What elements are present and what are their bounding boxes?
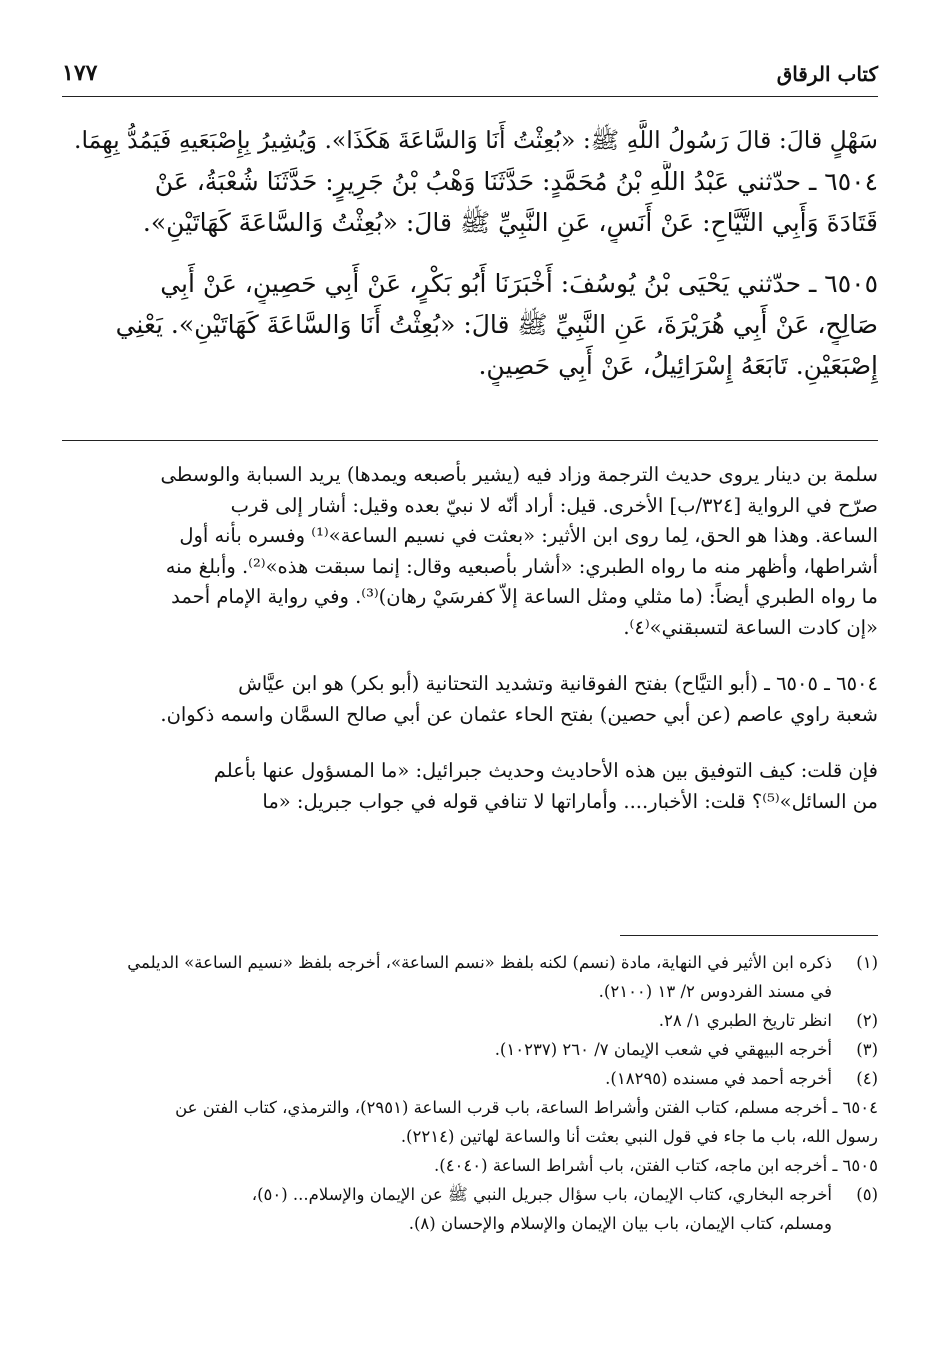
commentary-line: سلمة بن دينار يروى حديث الترجمة وزاد فيه (يشير بأصبعه ويمدها) يريد السبابة والوسطى (160, 463, 878, 486)
chapter-title: كتاب الرقاق (776, 62, 878, 86)
footnote-text: ذكره ابن الأثير في النهاية، مادة (نسم) لكنه بلفظ «نسم الساعة»، أخرجه بلفظ «نسيم الساعة» الديلمي (127, 953, 832, 972)
footnote-5 (62, 1180, 878, 1209)
hadith-line: سَهْلٍ قالَ: قالَ رَسُولُ اللَّهِ ﷺ: «بُعِثْتُ أَنَا وَالسَّاعَةَ هَكَذَا». وَيُشِيرُ بِإِصْبَعَيهِ فَيَمُدُّ بِهِمَا. (74, 126, 878, 154)
footnote-2 (62, 1006, 878, 1035)
hadith-line: ٦٥٠٤ ـ حدّثني عَبْدُ اللَّهِ بْنُ مُحَمَّدٍ: حَدَّثَنَا وَهْبُ بْنُ جَرِيرٍ: حَدَّثَنَا شُعْبَةُ، عَنْ (154, 167, 878, 196)
hadith-text (62, 120, 878, 386)
footnote-text: أخرجه أحمد في مسنده (١٨٢٩٥). (605, 1069, 832, 1088)
footnote-6504: ٦٥٠٤ ـ أخرجه مسلم، كتاب الفتن وأشراط الساعة، باب قرب الساعة (٢٩٥١)، والترمذي، كتاب الفتن عن (175, 1098, 878, 1117)
commentary-line: شعبة راوي عاصم (عن أبي حصين) بفتح الحاء عثمان عن أبي صالح السمَّان واسمه ذكوان. (160, 702, 878, 726)
footnote-number: (٣) (856, 1040, 878, 1059)
commentary-line: صرّح في الرواية [٣٢٤/ب] الأخرى. قيل: أراد أنّه لا نبيّ بعده وقيل: أشار إلى قرب (230, 493, 878, 517)
commentary-line: من السائل»⁽⁵⁾؟ قلت: الأخبار.... وأماراتها لا تنافي قوله في جواب جبريل: «ما (262, 789, 878, 813)
hadith-line: إِصْبَعَيْنِ. تَابَعَهُ إِسْرَائِيلُ، عَنْ أَبِي حَصِينٍ. (478, 351, 878, 380)
hadith-line: ٦٥٠٥ ـ حدّثني يَحْيَى بْنُ يُوسُفَ: أَخْبَرَنَا أَبُو بَكْرٍ، عَنْ أَبِي حَصِينٍ، عَنْ أَبِي (160, 269, 878, 298)
hadith-line: صَالِحٍ، عَنْ أَبِي هُرَيْرَةَ، عَنِ النَّبِيِّ ﷺ قالَ: «بُعِثْتُ أَنَا وَالسَّاعَةَ كَهَاتَيْنِ». يَعْنِي (115, 310, 878, 339)
footnote-6505: ٦٥٠٥ ـ أخرجه ابن ماجه، كتاب الفتن، باب أشراط الساعة (٤٠٤٠). (434, 1156, 878, 1175)
commentary-line: «إن كادت الساعة لتسبقني»⁽٤⁾. (623, 615, 878, 639)
commentary-line: ما رواه الطبري أيضاً: (ما مثلي ومثل الساعة إلاّ كفرسَيْ رهان)⁽³⁾. وفي رواية الإمام أحمد (171, 585, 878, 608)
commentary-line: فإن قلت: كيف التوفيق بين هذه الأحاديث وحديث جبرائيل: «ما المسؤول عنها بأعلم (213, 759, 878, 782)
commentary-line: أشراطها، وأظهر منه ما رواه الطبري: «أشار بأصبعيه وقال: إنما سبقت هذه»⁽²⁾. وأبلغ منه (165, 554, 878, 578)
footnote-text: أخرجه البخاري، كتاب الإيمان، باب سؤال جبريل النبي ﷺ عن الإيمان والإسلام... (٥٠)، (251, 1185, 832, 1204)
commentary-line: الساعة. وهذا هو الحق، لِما روى ابن الأثير: «بعثت في نسيم الساعة»⁽¹⁾ وفسره بأنه أول (179, 524, 878, 547)
footnote-number: (٢) (856, 1011, 878, 1030)
page-number: ١٧٧ (62, 60, 98, 86)
footnote-1-cont: في مسند الفردوس ٢/ ١٣ (٢١٠٠). (598, 982, 832, 1001)
commentary-line: ٦٥٠٤ ـ ٦٥٠٥ ـ (أبو التيَّاح) بفتح الفوقانية وتشديد التحتانية (أبو بكر) هو ابن عيَّاش (238, 672, 878, 695)
footnote-3 (62, 1035, 878, 1064)
footnote-5-cont: ومسلم، كتاب الإيمان، باب بيان الإيمان والإسلام والإحسان (٨). (408, 1214, 832, 1233)
footnote-text: انظر تاريخ الطبري ١/ ٢٨. (658, 1011, 832, 1030)
footnote-divider (620, 935, 878, 936)
footnote-text: أخرجه البيهقي في شعب الإيمان ٧/ ٢٦٠ (١٠٢٣٧). (494, 1040, 832, 1059)
footnotes (62, 948, 878, 1238)
footnote-4 (62, 1064, 878, 1093)
hadith-line: قَتَادَةَ وَأَبِي التَّيَّاحِ: عَنْ أَنَسٍ، عَنِ النَّبِيِّ ﷺ قالَ: «بُعِثْتُ وَالسَّاعَةَ كَهَاتَيْنِ». (142, 208, 878, 237)
section-divider (62, 440, 878, 441)
footnote-number: (١) (856, 953, 878, 972)
footnote-number: (٤) (856, 1069, 878, 1088)
footnote-1 (62, 948, 878, 977)
page-header (62, 56, 878, 97)
footnote-6504-cont: رسول الله، باب ما جاء في قول النبي بعثت أنا والساعة لهاتين (٢٢١٤). (400, 1127, 878, 1146)
commentary (62, 460, 878, 817)
footnote-number: (٥) (856, 1185, 878, 1204)
